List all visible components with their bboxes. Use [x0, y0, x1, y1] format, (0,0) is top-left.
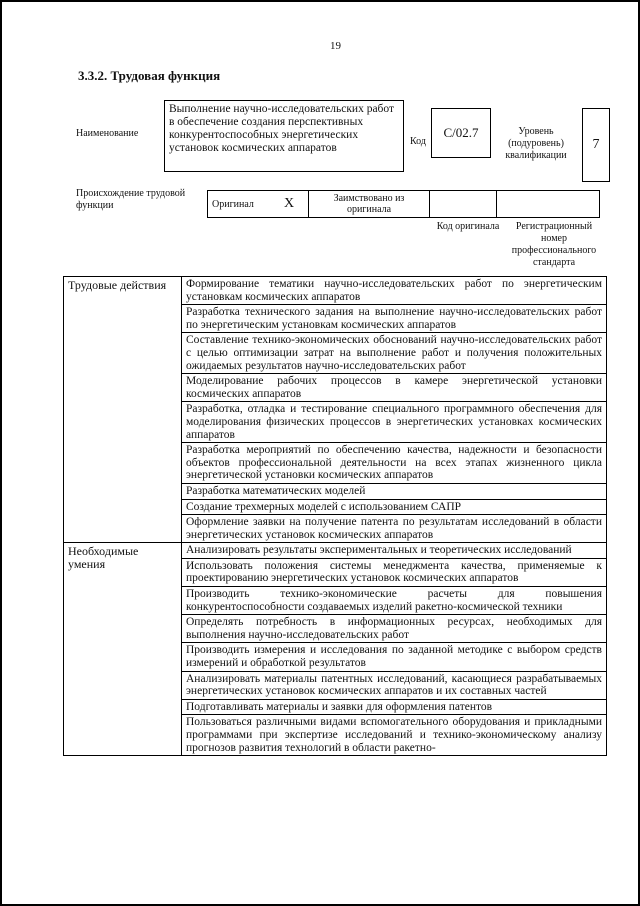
- skill-item: Производить измерения и исследования по заданной методике с выбором средств измерений и обработкой результатов: [182, 643, 607, 671]
- skill-item: Пользоваться различными видами вспомогательного оборудования и прикладными программами при экспертизе исследований и технико-экономическому анализу прогнозов развития технологий в области ракетно-: [182, 715, 607, 756]
- page-number: 19: [330, 40, 341, 52]
- skill-item: Определять потребность в информационных ресурсах, необходимых для выполнения научно-исследовательских работ: [182, 615, 607, 643]
- name-label: Наименование: [76, 128, 139, 139]
- labor-action-item: Разработка мероприятий по обеспечению качества, надежности и безопасности объектов профессиональной деятельности на всех этапах жизненного цикла энергетической установки космических аппаратов: [182, 443, 607, 484]
- labor-action-item: Моделирование рабочих процессов в камере энергетической установки космических аппаратов: [182, 374, 607, 402]
- original-label: Оригинал: [208, 191, 271, 218]
- origin-label: Происхождение трудовой функции: [76, 188, 186, 211]
- labor-actions-header: Трудовые действия: [64, 277, 182, 543]
- regnum-cell: [497, 191, 600, 218]
- skill-item: Анализировать материалы патентных исследований, касающиеся разрабатываемых энергетических установок космических аппаратов и их составных частей: [182, 671, 607, 699]
- skill-item: Производить технико-экономические расчеты для повышения конкурентоспособности создаваемых изделий ракетно-космической техники: [182, 587, 607, 615]
- origin-code-cell: [430, 191, 497, 218]
- labor-action-item: Разработка технического задания на выполнение научно-исследовательских работ по энергетическим установкам космических аппаратов: [182, 305, 607, 333]
- labor-action-item: Разработка математических моделей: [182, 483, 607, 499]
- original-mark: X: [270, 191, 309, 218]
- labor-actions-section: [64, 277, 607, 543]
- function-name-box: Выполнение научно-исследовательских работ в обеспечение создания перспективных конкурентоспособных энергетических установок космических аппаратов: [164, 100, 404, 172]
- borrowed-label: Заимствовано из оригинала: [309, 191, 430, 218]
- labor-action-item: Оформление заявки на получение патента по результатам исследований в области энергетических установок космических аппаратов: [182, 515, 607, 543]
- regnum-caption: Регистрационный номер профессионального стандарта: [511, 221, 597, 268]
- labor-action-item: Составление технико-экономических обоснований научно-исследовательских работ с целью оптимизации затрат на выполнение работ и получения положительных ожидаемых результатов научно-исследовательских работ: [182, 333, 607, 374]
- labor-action-item: Формирование тематики научно-исследовательских работ по энергетическим установкам космических аппаратов: [182, 277, 607, 305]
- skill-item: Анализировать результаты экспериментальных и теоретических исследований: [182, 543, 607, 559]
- section-title: 3.3.2. Трудовая функция: [78, 68, 221, 83]
- labor-action-item: Разработка, отладка и тестирование специального программного обеспечения для моделирования физических процессов в энергетических установках космических аппаратов: [182, 402, 607, 443]
- skill-item: Использовать положения системы менеджмента качества, применяемые к проектированию энергетических установок космических аппаратов: [182, 558, 607, 586]
- code-original-caption: Код оригинала: [436, 221, 500, 232]
- function-code-box: C/02.7: [431, 108, 491, 158]
- labor-function-table: [63, 276, 607, 756]
- skills-header: Необходимые умения: [64, 543, 182, 756]
- level-label: Уровень (подуровень) квалификации: [505, 126, 567, 161]
- qualification-level-box: 7: [582, 108, 610, 182]
- table-row: [64, 543, 607, 559]
- labor-action-item: Создание трехмерных моделей с использованием САПР: [182, 499, 607, 515]
- code-label: Код: [410, 136, 426, 147]
- skills-section: [64, 543, 607, 756]
- skill-item: Подготавливать материалы и заявки для оформления патентов: [182, 699, 607, 715]
- origin-table: [207, 190, 600, 218]
- table-row: [64, 277, 607, 305]
